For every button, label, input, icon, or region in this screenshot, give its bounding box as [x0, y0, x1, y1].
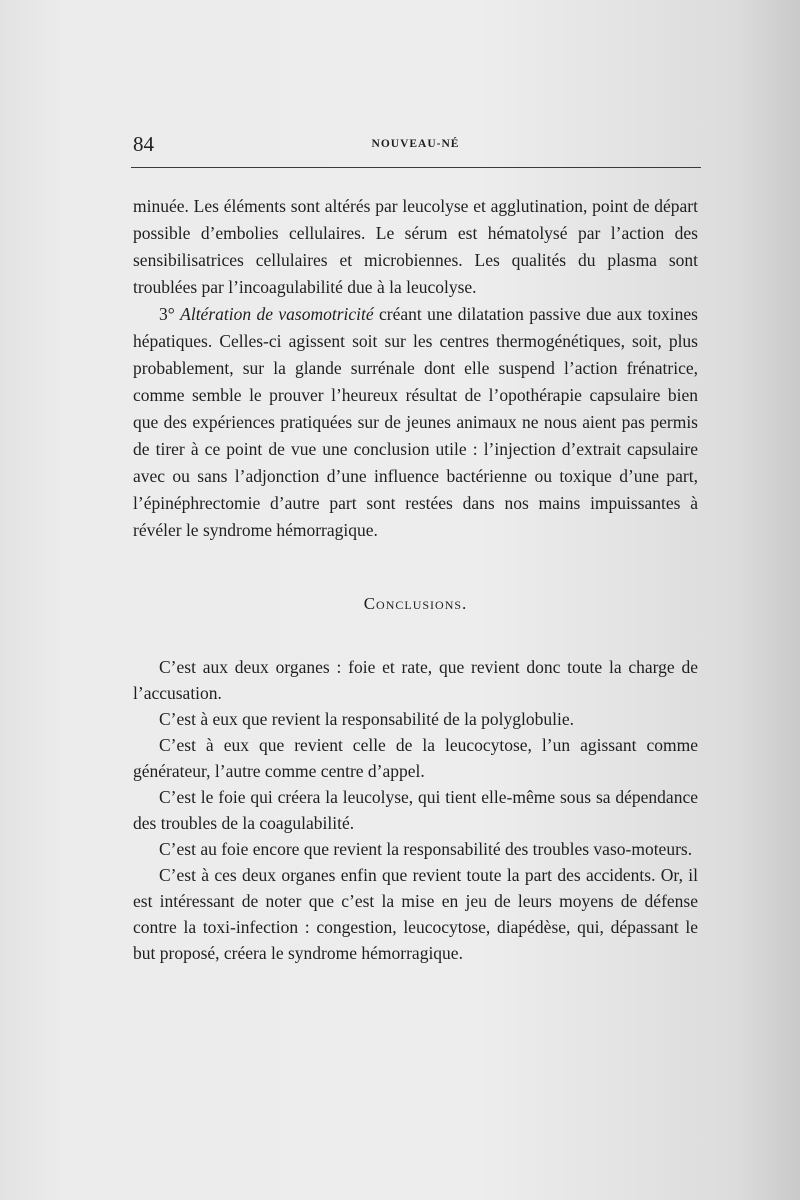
paragraph-2-title: Altération de vasomotricité [180, 304, 374, 324]
running-head: NOUVEAU-NÉ [371, 138, 460, 150]
conclusion-paragraph: C’est le foie qui créera la leucolyse, qui tient elle-même sous sa dépendance des troubles de la coagulabilité. [133, 787, 698, 833]
page-header [133, 130, 698, 160]
paragraph-2 [133, 301, 698, 544]
paragraph-2-text: créant une dilatation passive due aux toxines hépatiques. Celles-ci agissent soit sur les centres thermogénétiques, soit, plus probablement, sur la glande surrénale dont elle suspend l’action frénatrice, comme semble le prouver l’heureux résultat de l’opothérapie capsulaire bien que des expériences pratiquées sur de jeunes animaux ne nous aient pas permis de tirer à ce point de vue une conclusion utile : l’injection d’extrait capsulaire avec ou sans l’adjonction d’une influence bactérienne ou toxique d’une part, l’épinéphrectomie d’autre part sont restées dans nos mains impuissantes à révéler le syndrome hémorragique. [133, 304, 698, 540]
conclusion-paragraph: C’est aux deux organes : foie et rate, que revient donc toute la charge de l’accusation. [133, 657, 698, 703]
conclusion-paragraph: C’est à eux que revient la responsabilité de la polyglobulie. [159, 709, 575, 729]
page-number: 84 [133, 132, 154, 156]
page-body [133, 193, 698, 966]
conclusion-paragraph: C’est à ces deux organes enfin que revient toute la part des accidents. Or, il est intéressant de noter que c’est la mise en jeu de leurs moyens de défense contre la toxi-infection : congestion, leucocytose, diapédèse, qui, dépassant le but proposé, créera le syndrome hémorragique. [133, 865, 698, 963]
paragraph-2-number: 3° [159, 304, 175, 324]
paragraph-1: minuée. Les éléments sont altérés par leucolyse et agglutination, point de départ possible d’embolies cellulaires. Le sérum est hématolysé par l’action des sensibilisatrices cellulaires et microbiennes. Les qualités du plasma sont troublées par l’incoagulabilité due à la leucolyse. [133, 196, 698, 297]
header-rule [131, 167, 701, 168]
section-heading: Conclusions. [363, 594, 468, 613]
conclusion-paragraph: C’est au foie encore que revient la responsabilité des troubles vaso-moteurs. [159, 839, 693, 859]
conclusions-section [133, 654, 698, 966]
conclusion-paragraph: C’est à eux que revient celle de la leucocytose, l’un agissant comme générateur, l’autre comme centre d’appel. [133, 735, 698, 781]
